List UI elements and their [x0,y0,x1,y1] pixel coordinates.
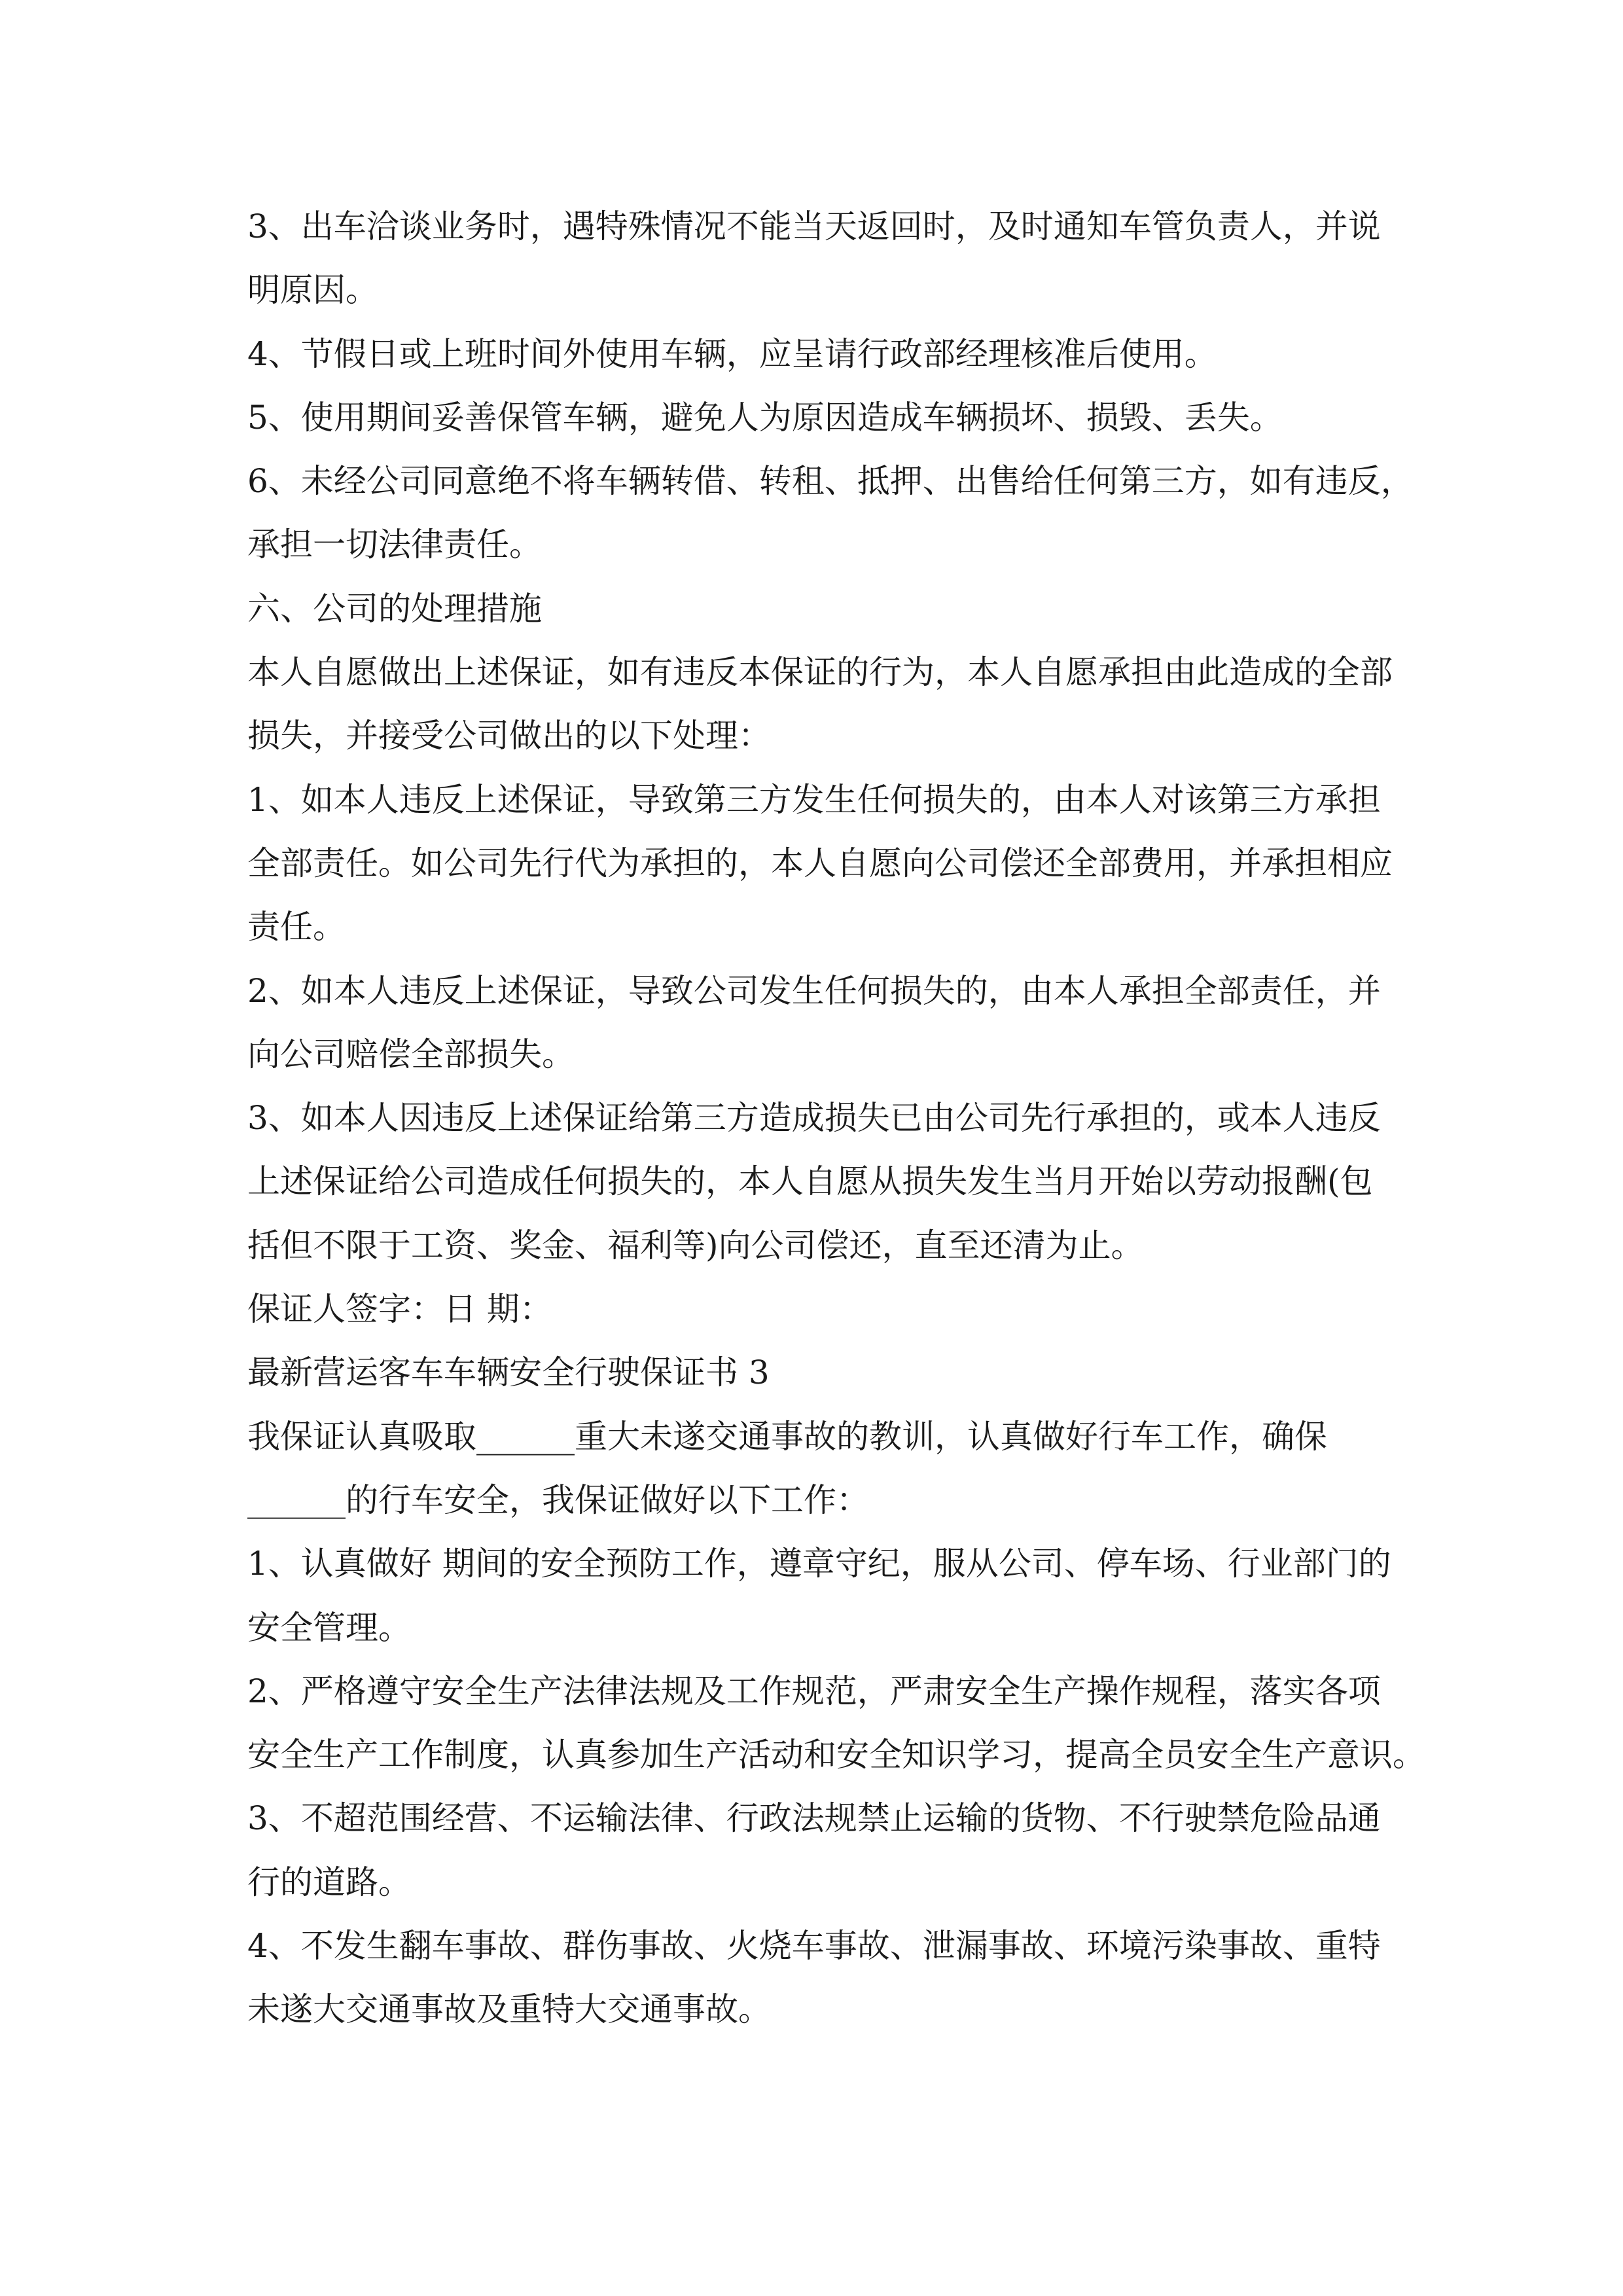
paragraph [247,323,1399,386]
text-line: 六、公司的处理措施 [247,589,542,628]
text-line: 向公司赔偿全部损失。 [247,1035,575,1073]
paragraph [247,1914,1399,2042]
paragraph [247,450,1414,577]
paragraph [247,577,1399,641]
text-line: 3、不超范围经营、不运输法律、行政法规禁止运输的货物、不行驶禁危险品通 [247,1799,1381,1838]
paragraph [247,960,1399,1087]
text-line: 括但不限于工资、奖金、福利等)向公司偿还，直至还清为止。 [247,1226,1144,1265]
text-line: 6、未经公司同意绝不将车辆转借、转租、抵押、出售给任何第三方，如有违反， [247,462,1414,501]
paragraph [247,1787,1399,1914]
text-line: 4、不发生翻车事故、群伤事故、火烧车事故、泄漏事故、环境污染事故、重特 [247,1927,1381,1965]
paragraph [247,1086,1399,1278]
paragraph [247,1532,1399,1660]
text-line: 未遂大交通事故及重特大交通事故。 [247,1990,771,2029]
text-line: 最新营运客车车辆安全行驶保证书 3 [247,1354,770,1392]
text-line: 保证人签字：日 期： [247,1290,552,1329]
text-line: 全部责任。如公司先行代为承担的，本人自愿向公司偿还全部费用，并承担相应 [247,844,1393,882]
text-line: 2、如本人违反上述保证，导致公司发生任何损失的，由本人承担全部责任，并 [247,971,1381,1010]
text-line: 本人自愿做出上述保证，如有违反本保证的行为，本人自愿承担由此造成的全部 [247,653,1393,692]
paragraph [247,1341,1399,1405]
text-line: 损失，并接受公司做出的以下处理： [247,717,771,755]
paragraph [247,1405,1399,1533]
text-line: 1、认真做好 期间的安全预防工作，遵章守纪，服从公司、停车场、行业部门的 [247,1545,1391,1583]
text-line: 安全生产工作制度，认真参加生产活动和安全知识学习，提高全员安全生产意识。 [247,1736,1425,1774]
paragraph [247,641,1399,768]
text-line: 2、严格遵守安全生产法律法规及工作规范，严肃安全生产操作规程，落实各项 [247,1672,1381,1710]
text-line: 行的道路。 [247,1863,411,1901]
text-line: 责任。 [247,908,346,946]
text-line: 1、如本人违反上述保证，导致第三方发生任何损失的，由本人对该第三方承担 [247,780,1381,819]
text-line: 明原因。 [247,271,378,310]
paragraph [247,195,1399,323]
text-line: ______的行车安全，我保证做好以下工作： [247,1480,869,1519]
paragraph [247,1278,1399,1341]
text-line: 我保证认真吸取______重大未遂交通事故的教训，认真做好行车工作，确保 [247,1417,1327,1456]
paragraph [247,1660,1425,1787]
text-line: 4、节假日或上班时间外使用车辆，应呈请行政部经理核准后使用。 [247,334,1217,373]
text-line: 承担一切法律责任。 [247,526,542,564]
paragraph [247,386,1399,450]
text-line: 上述保证给公司造成任何损失的，本人自愿从损失发生当月开始以劳动报酬(包 [247,1162,1373,1201]
paragraph [247,768,1399,960]
text-line: 安全管理。 [247,1608,411,1647]
text-line: 3、出车洽谈业务时，遇特殊情况不能当天返回时，及时通知车管负责人，并说 [247,207,1381,245]
text-line: 3、如本人因违反上述保证给第三方造成损失已由公司先行承担的，或本人违反 [247,1099,1381,1138]
document-body [247,195,1425,2042]
text-line: 5、使用期间妥善保管车辆，避免人为原因造成车辆损坏、损毁、丢失。 [247,398,1283,437]
